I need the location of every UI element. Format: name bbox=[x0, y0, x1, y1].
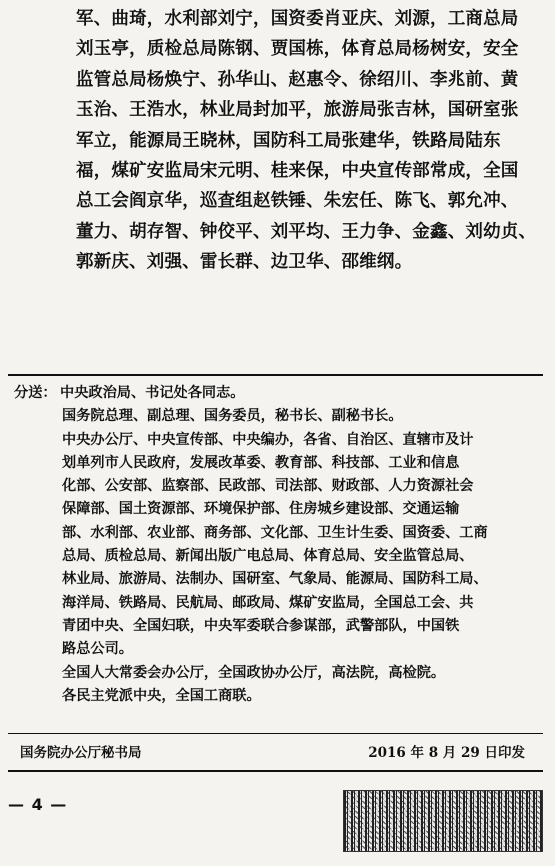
distribution-line: 保障部、国土资源部、环境保护部、住房城乡建设部、交通运输 bbox=[62, 501, 460, 518]
issuer: 国务院办公厅秘书局 bbox=[20, 745, 142, 761]
distribution-line: 部、水利部、农业部、商务部、文化部、卫生计生委、国资委、工商 bbox=[62, 524, 488, 541]
distribution-line: 化部、公安部、监察部、民政部、司法部、财政部、人力资源社会 bbox=[62, 478, 474, 495]
body-line: 福，煤矿安监局宋元明、桂来保，中央宣传部常成，全国 bbox=[76, 161, 519, 182]
footer-bottom-divider bbox=[8, 770, 543, 772]
body-line: 军、曲琦，水利部刘宁，国资委肖亚庆、刘源，工商总局 bbox=[76, 9, 519, 29]
distribution-line: 海洋局、铁路局、民航局、邮政局、煤矿安监局，全国总工会、共 bbox=[62, 594, 474, 611]
distribution-line: 路总公司。 bbox=[62, 641, 133, 658]
distribution-line: 各民主党派中央，全国工商联。 bbox=[62, 687, 261, 704]
distribution-first-line bbox=[14, 382, 544, 405]
distribution-list bbox=[14, 382, 544, 708]
distribution-item: 中央政治局、书记处各同志。 bbox=[60, 385, 245, 401]
page-number: — 4 — bbox=[8, 795, 68, 814]
body-line: 监管总局杨焕宁、孙华山、赵惠令、徐绍川、李兆前、黄 bbox=[76, 69, 519, 90]
distribution-line: 总局、质检总局、新闻出版广电总局、体育总局、安全监管总局、 bbox=[62, 548, 474, 565]
distribution-line: 林业局、旅游局、法制办、国研室、气象局、能源局、国防科工局、 bbox=[62, 571, 488, 588]
body-line: 刘玉亭，质检总局陈钢、贾国栋，体育总局杨树安，安全 bbox=[76, 39, 519, 60]
body-line: 郭新庆、刘强、雷长群、边卫华、邵维纲。 bbox=[76, 252, 413, 273]
body-line: 玉治、王浩水，林业局封加平，旅游局张吉林，国研室张 bbox=[76, 100, 519, 121]
body-line: 总工会阎京华，巡查组赵铁锤、朱宏任、陈飞、郭允冲、 bbox=[76, 191, 519, 212]
body-line: 军立，能源局王晓林，国防科工局张建华，铁路局陆东 bbox=[76, 130, 501, 151]
footer-top-divider bbox=[8, 733, 543, 734]
distribution-line: 青团中央、全国妇联，中央军委联合参谋部，武警部队，中国铁 bbox=[62, 617, 460, 634]
body-text bbox=[76, 4, 536, 278]
top-divider bbox=[8, 374, 543, 376]
distribution-line: 国务院总理、副总理、国务委员，秘书长、副秘书长。 bbox=[62, 408, 403, 425]
body-line: 董力、胡存智、钟佼平、刘平均、王力争、金鑫、刘幼贞、 bbox=[76, 221, 536, 242]
print-date: 2016 年 8 月 29 日印发 bbox=[368, 745, 525, 761]
distribution-line: 划单列市人民政府，发展改革委、教育部、科技部、工业和信息 bbox=[62, 454, 460, 471]
distribution-line: 中央办公厅、中央宣传部、中央编办，各省、自治区、直辖市及计 bbox=[62, 431, 474, 448]
distribution-line: 全国人大常委会办公厅，全国政协办公厅，高法院，高检院。 bbox=[62, 664, 446, 681]
distribution-label: 分送： bbox=[14, 385, 57, 401]
barcode-icon bbox=[343, 790, 543, 852]
